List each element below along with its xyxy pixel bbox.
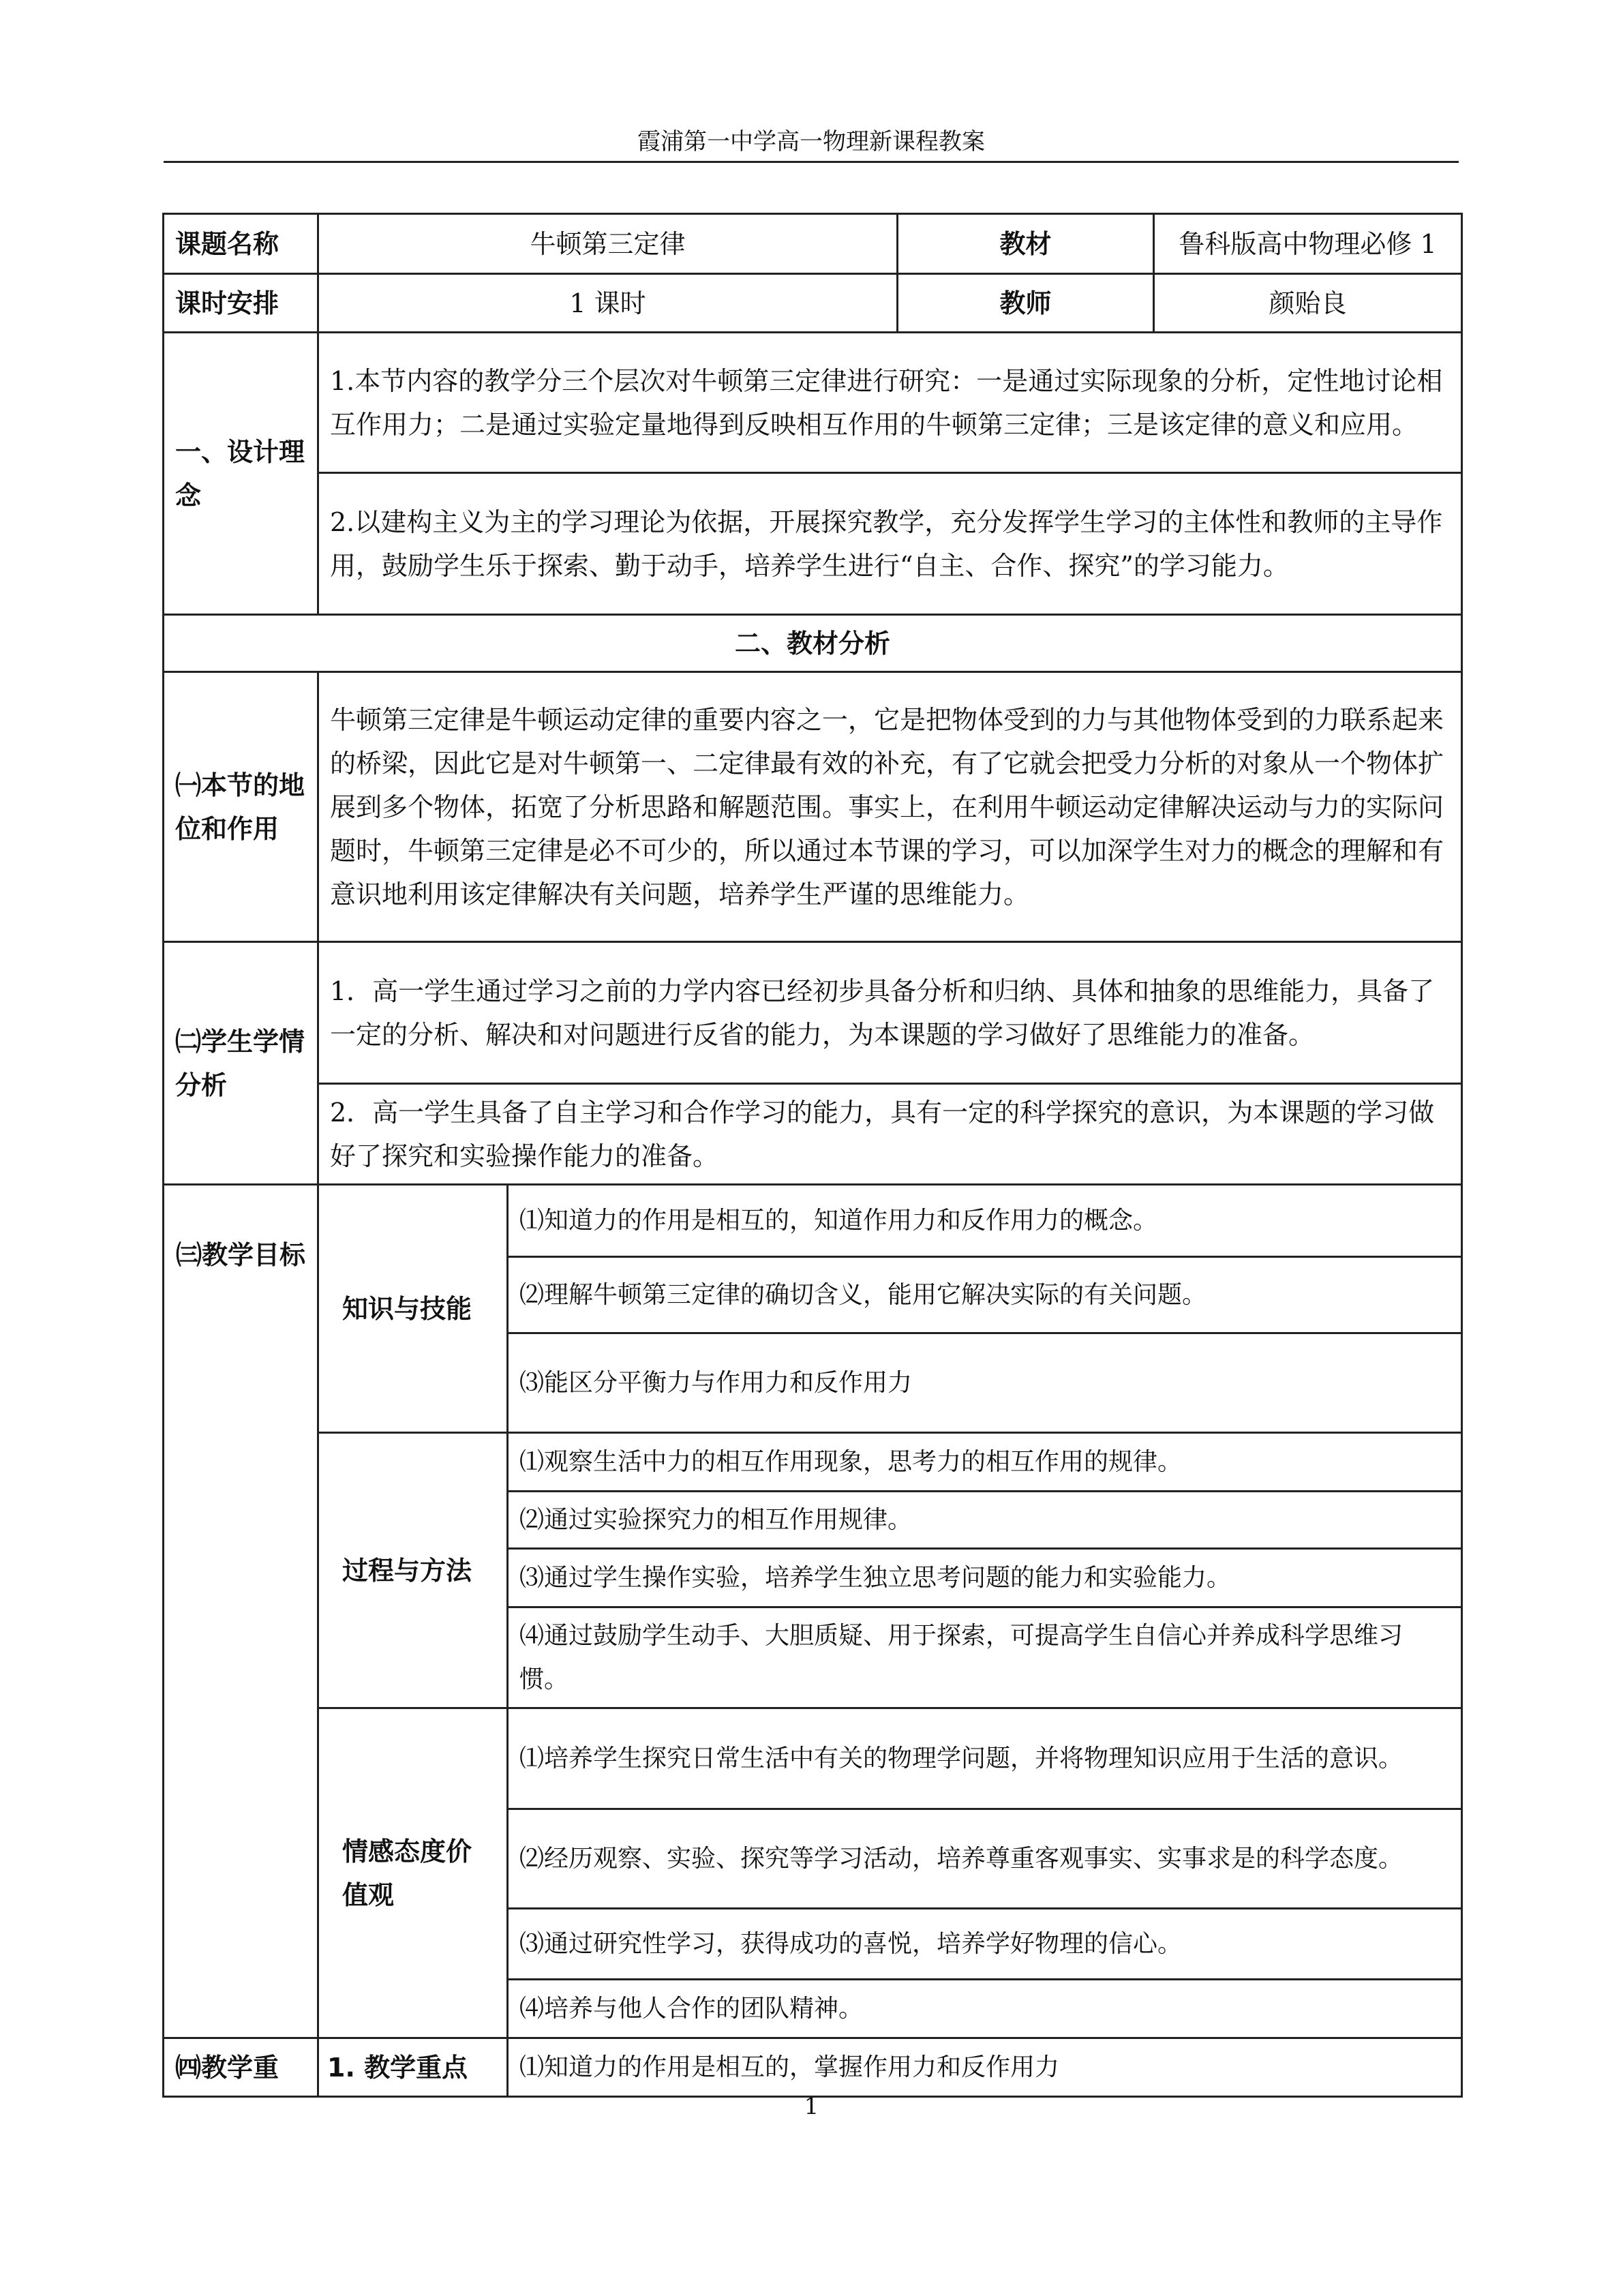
students-label: ㈡学生学情分析 bbox=[164, 942, 318, 1185]
header-divider bbox=[164, 161, 1459, 163]
process-label: 过程与方法 bbox=[318, 1433, 508, 1708]
process-item-2: ⑵通过实验探究力的相互作用规律。 bbox=[508, 1492, 1462, 1549]
page-header-title: 霞浦第一中学高一物理新课程教案 bbox=[637, 128, 985, 155]
teacher-label: 教师 bbox=[898, 274, 1154, 333]
knowledge-item-1: ⑴知道力的作用是相互的，知道作用力和反作用力的概念。 bbox=[508, 1185, 1462, 1257]
emotion-item-4: ⑷培养与他人合作的团队精神。 bbox=[508, 1980, 1462, 2038]
emotion-label: 情感态度价值观 bbox=[318, 1708, 508, 2038]
hours-label: 课时安排 bbox=[164, 274, 318, 333]
students-item-1: 1．高一学生通过学习之前的力学内容已经初步具备分析和归纳、具体和抽象的思维能力，具备了一定的分析、解决和对问题进行反省的能力，为本课题的学习做好了思维能力的准备。 bbox=[318, 942, 1462, 1084]
knowledge-label: 知识与技能 bbox=[318, 1185, 508, 1433]
knowledge-item-2: ⑵理解牛顿第三定律的确切含义，能用它解决实际的有关问题。 bbox=[508, 1257, 1462, 1333]
textbook-label: 教材 bbox=[898, 214, 1154, 274]
row-hours bbox=[164, 274, 1462, 333]
lesson-plan-table bbox=[162, 213, 1463, 2098]
emotion-item-3: ⑶通过研究性学习，获得成功的喜悦，培养学好物理的信心。 bbox=[508, 1909, 1462, 1980]
design-label: 一、设计理念 bbox=[164, 333, 318, 615]
analysis-section-title: 二、教材分析 bbox=[164, 615, 1462, 672]
position-label: ㈠本节的地位和作用 bbox=[164, 672, 318, 942]
students-item-2: 2．高一学生具备了自主学习和合作学习的能力，具有一定的科学探究的意识，为本课题的学习做好了探究和实验操作能力的准备。 bbox=[318, 1084, 1462, 1185]
position-text: 牛顿第三定律是牛顿运动定律的重要内容之一，它是把物体受到的力与其他物体受到的力联系起来的桥梁，因此它是对牛顿第一、二定律最有效的补充，有了它就会把受力分析的对象从一个物体扩展到多个物体，拓宽了分析思路和解题范围。事实上，在利用牛顿运动定律解决运动与力的实际问题时，牛顿第三定律是必不可少的，所以通过本节课的学习，可以加深学生对力的概念的理解和有意识地利用该定律解决有关问题，培养学生严谨的思维能力。 bbox=[318, 672, 1462, 942]
process-item-3: ⑶通过学生操作实验，培养学生独立思考问题的能力和实验能力。 bbox=[508, 1549, 1462, 1607]
knowledge-item-3: ⑶能区分平衡力与作用力和反作用力 bbox=[508, 1333, 1462, 1433]
process-item-4: ⑷通过鼓励学生动手、大胆质疑、用于探索，可提高学生自信心并养成科学思维习惯。 bbox=[508, 1607, 1462, 1708]
hours-value: 1 课时 bbox=[318, 274, 898, 333]
key-item-1: ⑴知道力的作用是相互的，掌握作用力和反作用力 bbox=[508, 2038, 1462, 2097]
goals-label: ㈢教学目标 bbox=[164, 1185, 318, 2038]
page-number: 1 bbox=[804, 2093, 819, 2120]
process-item-1: ⑴观察生活中力的相互作用现象，思考力的相互作用的规律。 bbox=[508, 1433, 1462, 1492]
emotion-item-2: ⑵经历观察、实验、探究等学习活动，培养尊重客观事实、实事求是的科学态度。 bbox=[508, 1809, 1462, 1909]
design-item-1: 1.本节内容的教学分三个层次对牛顿第三定律进行研究：一是通过实际现象的分析，定性地讨论相互作用力；二是通过实验定量地得到反映相互作用的牛顿第三定律；三是该定律的意义和应用。 bbox=[318, 333, 1462, 473]
row-process-1 bbox=[164, 1433, 1462, 1492]
design-item-2: 2.以建构主义为主的学习理论为依据，开展探究教学，充分发挥学生学习的主体性和教师的主导作用，鼓励学生乐于探索、勤于动手，培养学生进行“自主、合作、探究”的学习能力。 bbox=[318, 473, 1462, 615]
row-design-2 bbox=[164, 473, 1462, 615]
row-position bbox=[164, 672, 1462, 942]
row-analysis-title bbox=[164, 615, 1462, 672]
topic-label: 课题名称 bbox=[164, 214, 318, 274]
key-label: ㈣教学重 bbox=[164, 2038, 318, 2097]
row-knowledge-1 bbox=[164, 1185, 1462, 1257]
row-key-points bbox=[164, 2038, 1462, 2097]
topic-value: 牛顿第三定律 bbox=[318, 214, 898, 274]
row-students-2 bbox=[164, 1084, 1462, 1185]
teacher-value: 颜贻良 bbox=[1154, 274, 1462, 333]
textbook-value: 鲁科版高中物理必修 1 bbox=[1154, 214, 1462, 274]
key-sub-label: 1. 教学重点 bbox=[318, 2038, 508, 2097]
row-students-1 bbox=[164, 942, 1462, 1084]
row-design-1 bbox=[164, 333, 1462, 473]
emotion-item-1: ⑴培养学生探究日常生活中有关的物理学问题，并将物理知识应用于生活的意识。 bbox=[508, 1708, 1462, 1809]
row-emotion-1 bbox=[164, 1708, 1462, 1809]
row-topic bbox=[164, 214, 1462, 274]
